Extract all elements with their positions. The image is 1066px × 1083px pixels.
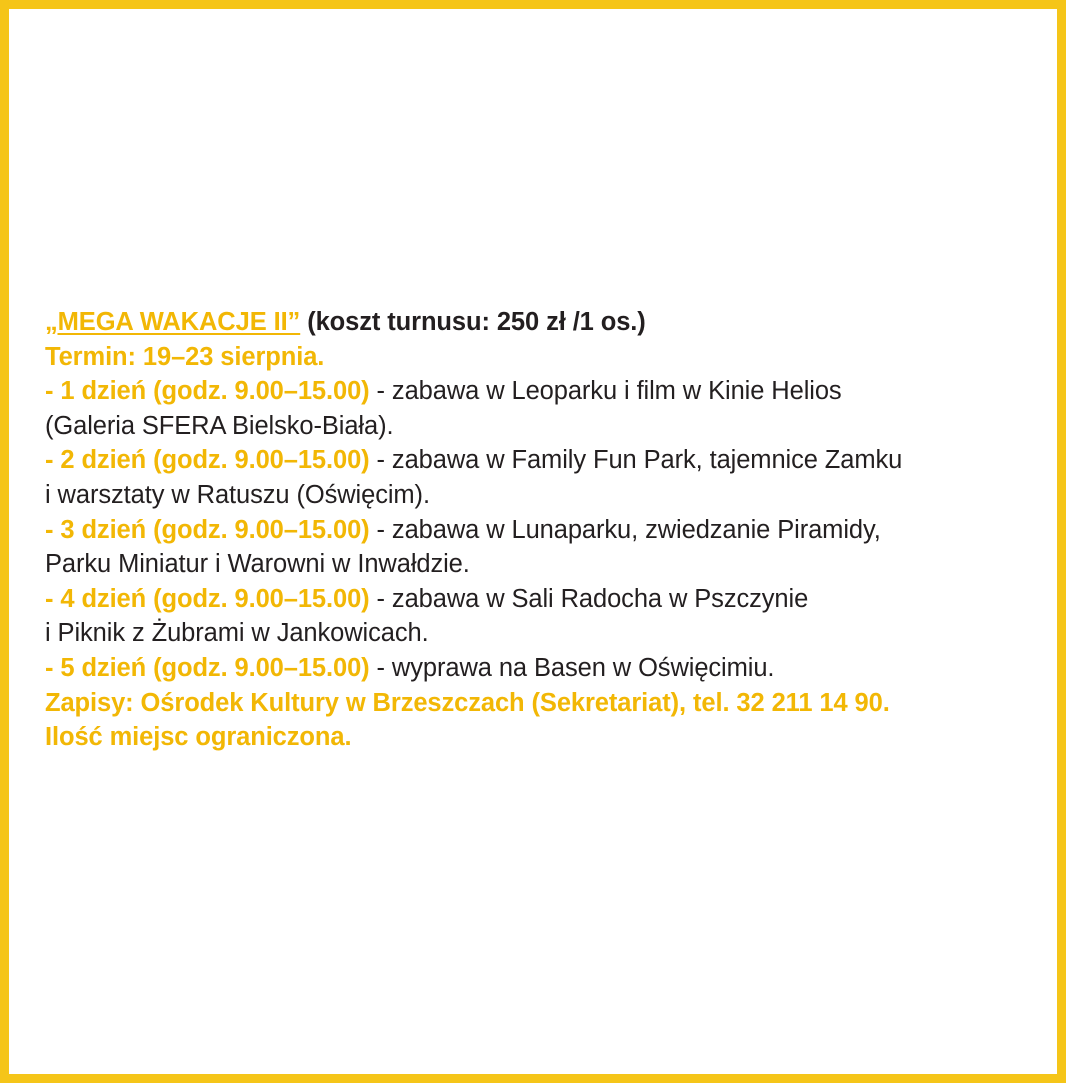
day-3-line [45, 513, 1035, 548]
day-1-line [45, 374, 1035, 409]
limit-line [45, 720, 1035, 755]
day-2-line-cont [45, 478, 1035, 513]
signup-line [45, 686, 1035, 721]
poster-text-block [45, 305, 1035, 755]
day-3-text: - zabawa w Lunaparku, zwiedzanie Piramidy, [369, 515, 881, 544]
day-5-label: - 5 dzień (godz. 9.00–15.00) [45, 653, 370, 682]
day-5-line [45, 651, 1035, 686]
signup-info: Zapisy: Ośrodek Kultury w Brzeszczach (Sekretariat), tel. 32 211 14 90. [45, 688, 890, 717]
event-cost: (koszt turnusu: 250 zł /1 os.) [300, 308, 646, 336]
day-4-label: - 4 dzień (godz. 9.00–15.00) [45, 584, 370, 613]
term-line [45, 340, 1035, 375]
day-3-label: - 3 dzień (godz. 9.00–15.00) [45, 515, 370, 544]
event-title: „MEGA WAKACJE II” [45, 308, 301, 336]
day-4-text-cont: i Piknik z Żubrami w Jankowicach. [45, 619, 429, 648]
day-4-line-cont [45, 616, 1035, 651]
day-1-text: - zabawa w Leoparku i film w Kinie Helios [369, 377, 842, 406]
day-5-text: - wyprawa na Basen w Oświęcimiu. [369, 653, 775, 682]
day-1-label: - 1 dzień (godz. 9.00–15.00) [45, 377, 370, 406]
day-3-text-cont: Parku Miniatur i Warowni w Inwałdzie. [45, 550, 470, 579]
day-4-line [45, 582, 1035, 617]
day-2-label: - 2 dzień (godz. 9.00–15.00) [45, 446, 370, 475]
day-2-text: - zabawa w Family Fun Park, tajemnice Zamku [369, 446, 903, 475]
day-2-text-cont: i warsztaty w Ratuszu (Oświęcim). [45, 480, 430, 509]
day-4-text: - zabawa w Sali Radocha w Pszczynie [369, 584, 809, 613]
limit-info: Ilość miejsc ograniczona. [45, 723, 352, 752]
day-2-line [45, 443, 1035, 478]
day-1-line-cont [45, 409, 1035, 444]
event-term: Termin: 19–23 sierpnia. [45, 342, 325, 371]
day-1-text-cont: (Galeria SFERA Bielsko-Biała). [45, 411, 394, 440]
day-3-line-cont [45, 547, 1035, 582]
title-line [45, 305, 1035, 340]
